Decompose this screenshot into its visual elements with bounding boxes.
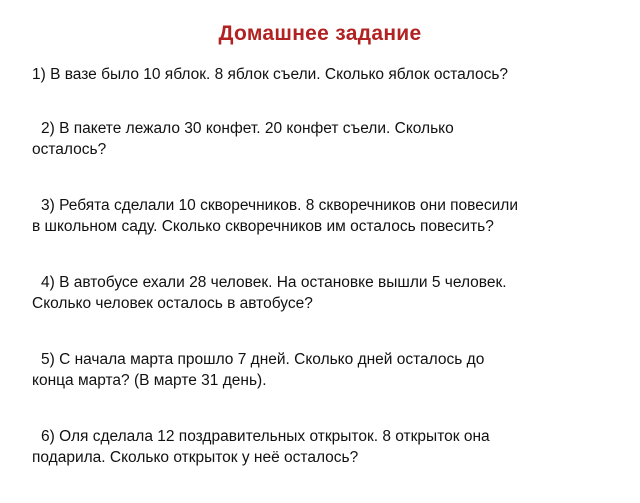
task-4-line-1: 4) В автобусе ехали 28 человек. На остановке вышли 5 человек. (41, 274, 507, 291)
slide-title: Домашнее задание (218, 22, 422, 45)
task-4-line-2: Сколько человек осталось в автобусе? (32, 295, 313, 312)
task-5-line-2: конца марта? (В марте 31 день). (32, 372, 267, 389)
task-2-line-2: осталось? (32, 141, 107, 158)
task-2-line-1: 2) В пакете лежало 30 конфет. 20 конфет съели. Сколько (41, 120, 454, 137)
task-5 (32, 349, 612, 391)
task-6 (32, 426, 612, 468)
task-3-line-2: в школьном саду. Сколько скворечников им осталось повесить? (32, 218, 494, 235)
task-1 (32, 64, 612, 85)
task-1-line-1: 1) В вазе было 10 яблок. 8 яблок съели. Сколько яблок осталось? (32, 66, 509, 83)
task-list (32, 64, 612, 503)
task-3 (32, 195, 612, 237)
task-6-line-1: 6) Оля сделала 12 поздравительных открыток. 8 открыток она (41, 428, 490, 445)
task-6-line-2: подарила. Сколько открыток у неё осталось? (32, 449, 359, 466)
task-3-line-1: 3) Ребята сделали 10 скворечников. 8 скворечников они повесили (41, 197, 518, 214)
task-5-line-1: 5) С начала марта прошло 7 дней. Сколько дней осталось до (41, 351, 485, 368)
task-4 (32, 272, 612, 314)
task-2 (32, 118, 612, 160)
